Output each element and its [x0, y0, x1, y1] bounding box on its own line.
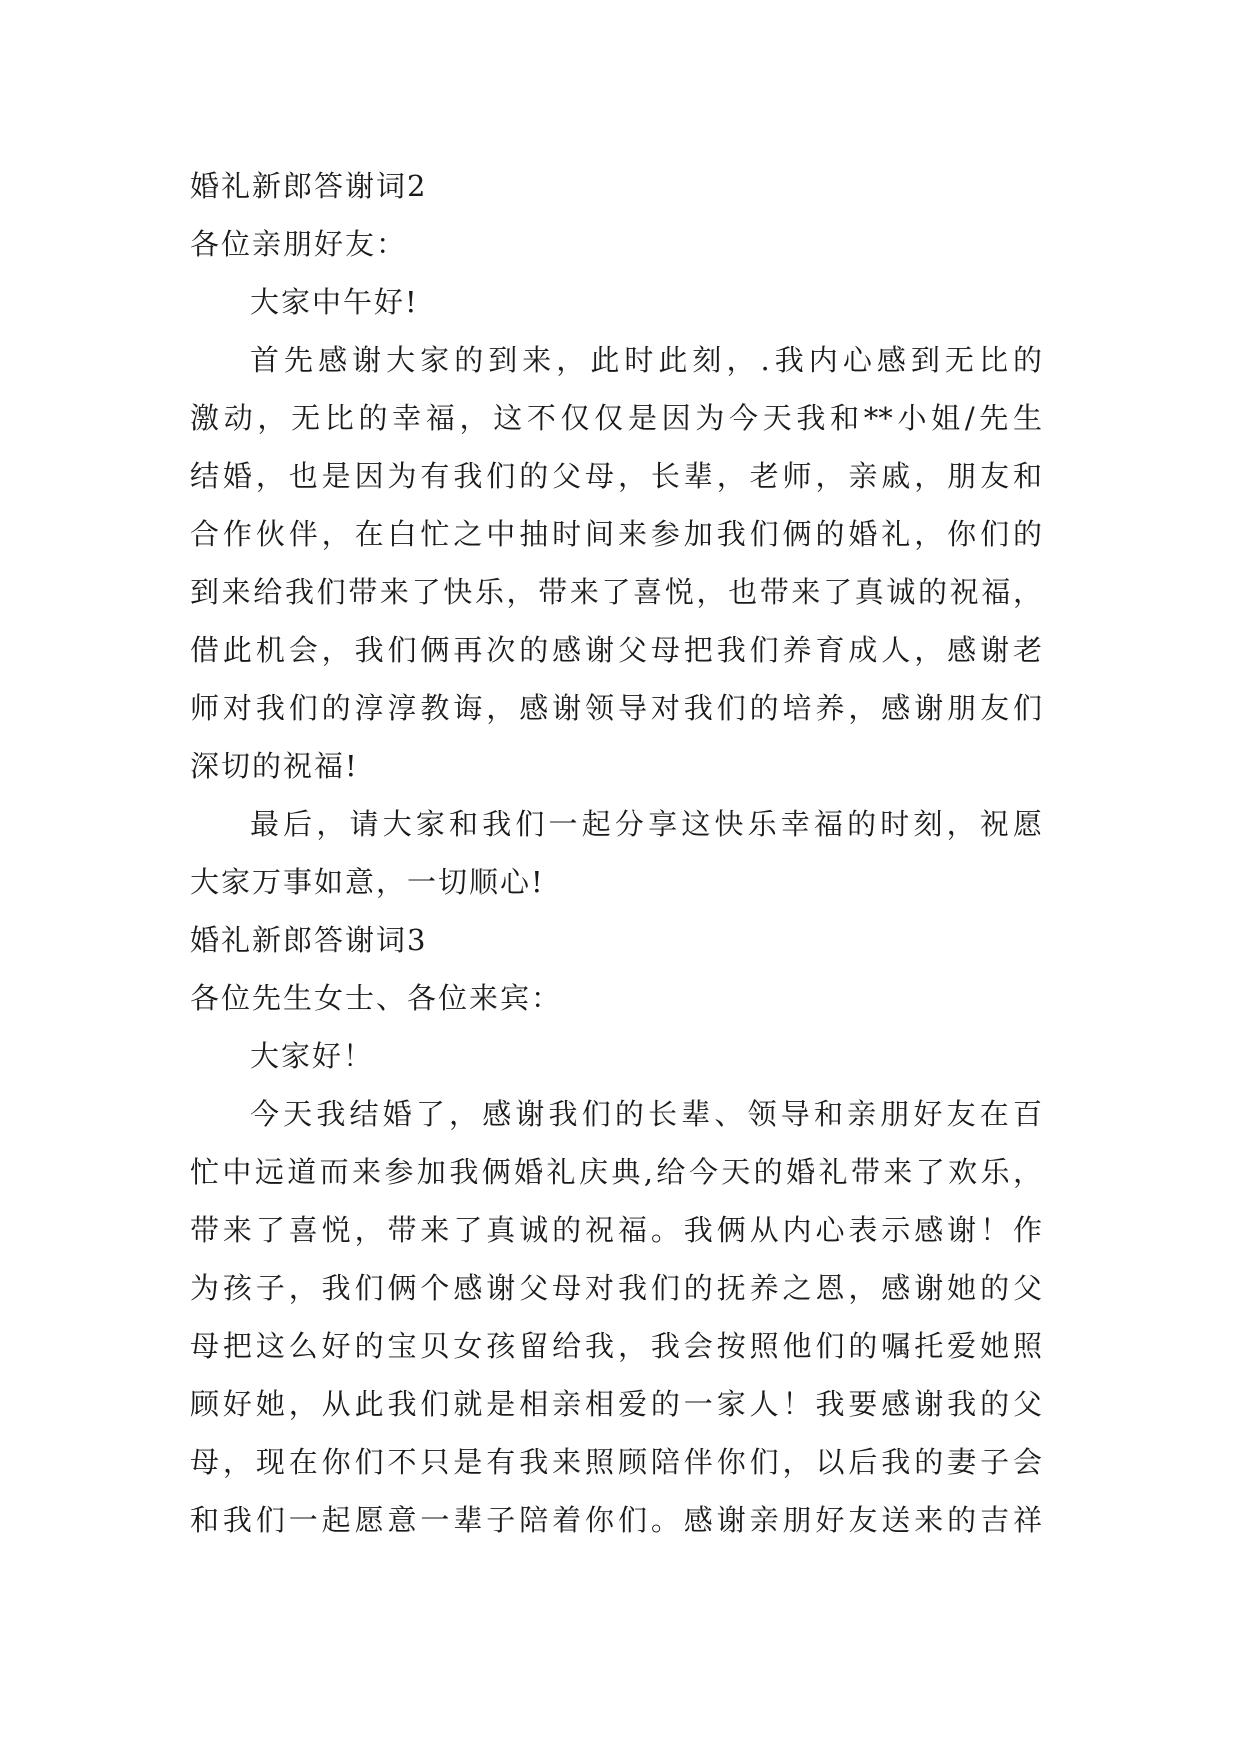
paragraph-line: 最后，请大家和我们一起分享这快乐幸福的时刻，祝愿 — [250, 807, 1042, 841]
paragraph-line: 带来了喜悦，带来了真诚的祝福。我俩从内心表示感谢！作 — [190, 1213, 1042, 1247]
paragraph-line: 深切的祝福! — [190, 749, 359, 783]
paragraph-line: 合作伙伴，在白忙之中抽时间来参加我们俩的婚礼，你们的 — [190, 517, 1042, 551]
paragraph-line: 激动，无比的幸福，这不仅仅是因为今天我和**小姐/先生 — [190, 401, 1042, 435]
paragraph-line: 母，现在你们不只是有我来照顾陪伴你们，以后我的妻子会 — [190, 1445, 1042, 1479]
section-title: 婚礼新郎答谢词2 — [190, 169, 428, 203]
paragraph-line: 母把这么好的宝贝女孩留给我，我会按照他们的嘱托爱她照 — [190, 1329, 1042, 1363]
paragraph-line: 师对我们的淳淳教诲，感谢领导对我们的培养，感谢朋友们 — [190, 691, 1042, 725]
salutation: 各位先生女士、各位来宾： — [190, 981, 563, 1015]
paragraph-line: 借此机会，我们俩再次的感谢父母把我们养育成人，感谢老 — [190, 633, 1042, 667]
paragraph-line: 为孩子，我们俩个感谢父母对我们的抚养之恩，感谢她的父 — [190, 1271, 1042, 1305]
salutation: 各位亲朋好友： — [190, 227, 408, 261]
paragraph-line: 顾好她，从此我们就是相亲相爱的一家人！我要感谢我的父 — [190, 1387, 1042, 1421]
section-title: 婚礼新郎答谢词3 — [190, 923, 428, 957]
paragraph-line: 和我们一起愿意一辈子陪着你们。感谢亲朋好友送来的吉祥 — [190, 1503, 1042, 1537]
paragraph-line: 大家万事如意，一切顺心! — [190, 865, 545, 899]
paragraph-line: 结婚，也是因为有我们的父母，长辈，老师，亲戚，朋友和 — [190, 459, 1042, 493]
greeting: 大家好！ — [250, 1039, 375, 1073]
paragraph-line: 首先感谢大家的到来，此时此刻，.我内心感到无比的 — [250, 343, 1042, 377]
paragraph-line: 到来给我们带来了快乐，带来了喜悦，也带来了真诚的祝福， — [190, 575, 1042, 609]
paragraph-line: 忙中远道而来参加我俩婚礼庆典,给今天的婚礼带来了欢乐， — [190, 1155, 1042, 1189]
paragraph-line: 今天我结婚了，感谢我们的长辈、领导和亲朋好友在百 — [250, 1097, 1042, 1131]
greeting: 大家中午好! — [250, 285, 419, 319]
